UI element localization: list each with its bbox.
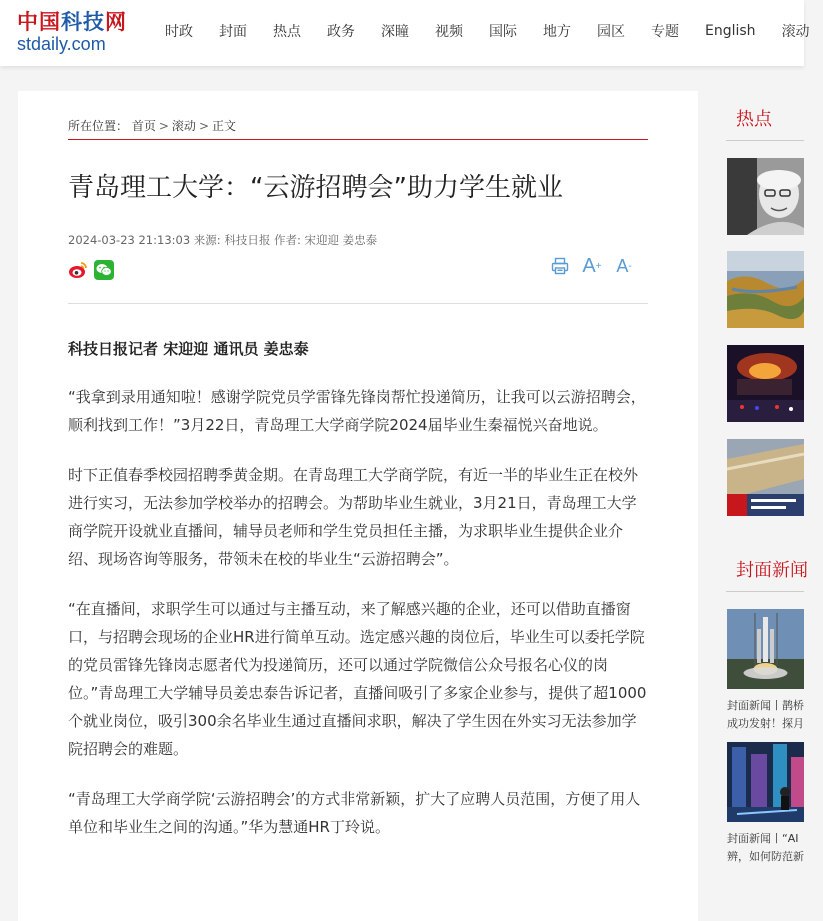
nav-item-government[interactable]: 政务	[327, 24, 355, 40]
font-increase-sign: +	[595, 260, 602, 272]
breadcrumb-label: 所在位置：	[68, 119, 129, 133]
article-meta: 2024-03-23 21:13:03 来源: 科技日报 作者: 宋迎迎 姜忠泰	[68, 233, 378, 247]
cover-caption[interactable]: 辨，如何防范新	[727, 850, 804, 863]
breadcrumb	[68, 117, 236, 134]
nav-item-rolling[interactable]: 滚动	[781, 24, 810, 40]
hot-thumbnail[interactable]	[727, 345, 804, 422]
share-bar	[68, 260, 114, 280]
breadcrumb-rolling-link[interactable]: 滚动	[171, 119, 196, 133]
breadcrumb-separator: >	[198, 119, 209, 133]
cover-caption[interactable]: 封面新闻丨鹊桥	[727, 699, 804, 712]
nav-item-english[interactable]: English	[705, 23, 756, 39]
cover-section-title: 封面新闻	[736, 560, 808, 581]
cover-caption[interactable]: 成功发射！探月	[727, 717, 804, 730]
main-nav	[152, 0, 823, 62]
cover-section-divider	[726, 591, 804, 592]
article-body	[68, 335, 650, 863]
breadcrumb-separator: >	[158, 119, 169, 133]
hot-thumbnail[interactable]	[727, 439, 804, 516]
hot-thumbnail[interactable]	[727, 251, 804, 328]
hot-section-divider	[726, 140, 804, 141]
article-paragraph: “在直播间，求职学生可以通过与主播互动，来了解感兴趣的企业，还可以借助直播窗口，与招聘会现场的企业HR进行简单互动。选定感兴趣的岗位后，毕业生可以委托学院的党员雷锋先锋岗志愿者代为投递简历，还可以通过学院微信公众号报名心仪的岗位。”青岛理工大学辅导员姜忠泰告诉记者，直播间吸引了多家企业参与，提供了超1000个就业岗位，吸引300余名毕业生通过直播间求职，解决了学生因在外实习无法参加学院招聘会的难题。	[68, 600, 647, 758]
logo-part-1: 中国	[17, 9, 61, 34]
font-decrease-sign: -	[628, 260, 632, 272]
logo-part-2: 科技	[61, 9, 105, 34]
logo-chinese	[17, 10, 127, 34]
article-paragraph: “青岛理工大学商学院‘云游招聘会’的方式非常新颖，扩大了应聘人员范围，方便了用人单位和毕业生之间的沟通。”华为慧通HR丁玲说。	[68, 790, 641, 836]
hot-thumbnail[interactable]	[727, 158, 804, 235]
nav-item-hot[interactable]: 热点	[273, 24, 301, 40]
article-title: 青岛理工大学：“云游招聘会”助力学生就业	[68, 173, 563, 203]
nav-item-politics[interactable]: 时政	[165, 24, 193, 40]
font-increase-button[interactable]	[582, 255, 602, 277]
nav-item-insight[interactable]: 深瞳	[381, 24, 409, 40]
site-logo[interactable]	[17, 10, 127, 54]
breadcrumb-home-link[interactable]: 首页	[131, 119, 156, 133]
nav-item-cover[interactable]: 封面	[219, 24, 247, 40]
logo-part-3: 网	[105, 9, 127, 34]
article-tools	[550, 255, 634, 277]
hot-section-title: 热点	[736, 109, 772, 130]
nav-item-video[interactable]: 视频	[435, 24, 463, 40]
wechat-icon[interactable]	[94, 260, 114, 280]
print-icon[interactable]	[550, 255, 570, 277]
breadcrumb-current: 正文	[212, 119, 237, 133]
cover-thumbnail[interactable]	[727, 742, 804, 822]
nav-item-local[interactable]: 地方	[543, 24, 571, 40]
cover-caption[interactable]: 封面新闻丨“AI	[727, 832, 799, 845]
cover-thumbnail[interactable]	[727, 609, 804, 689]
article-byline: 科技日报记者 宋迎迎 通讯员 姜忠泰	[68, 340, 309, 358]
nav-item-parks[interactable]: 园区	[597, 24, 625, 40]
article-card	[18, 91, 698, 921]
nav-item-international[interactable]: 国际	[489, 24, 517, 40]
article-paragraph: 时下正值春季校园招聘季黄金期。在青岛理工大学商学院，有近一半的毕业生正在校外进行实习，无法参加学校举办的招聘会。为帮助毕业生就业，3月21日，青岛理工大学商学院开设就业直播间，辅导员老师和学生党员担任主播，为求职毕业生提供企业介绍、现场咨询等服务，带领未在校的毕业生“云游招聘会”。	[68, 466, 639, 568]
nav-item-topics[interactable]: 专题	[651, 24, 679, 40]
article-paragraph: “我拿到录用通知啦！感谢学院党员学雷锋先锋岗帮忙投递简历，让我可以云游招聘会，顺利找到工作！”3月22日，青岛理工大学商学院2024届毕业生秦福悦兴奋地说。	[68, 388, 646, 434]
logo-english: stdaily.com	[17, 34, 106, 54]
font-increase-label: A	[582, 254, 596, 277]
site-header	[0, 0, 810, 66]
font-decrease-label: A	[616, 255, 629, 276]
breadcrumb-divider	[68, 139, 648, 140]
weibo-icon[interactable]	[68, 260, 88, 280]
meta-divider	[68, 303, 648, 304]
font-decrease-button[interactable]	[614, 255, 634, 277]
